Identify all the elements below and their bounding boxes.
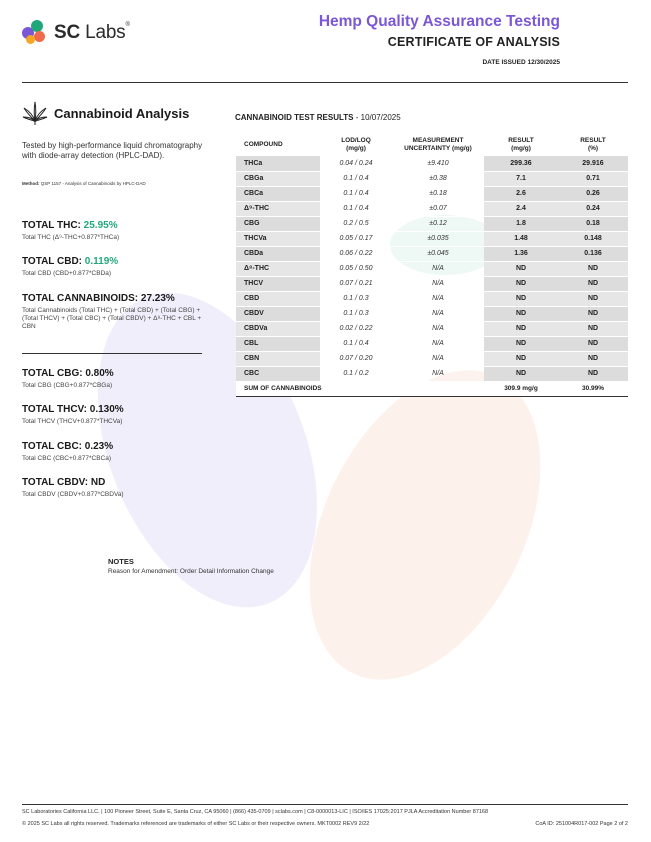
result-pct-cell: ND	[558, 276, 628, 291]
uncertainty-cell: N/A	[392, 291, 484, 306]
section-header	[22, 100, 189, 126]
page-title: Hemp Quality Assurance Testing	[318, 13, 560, 30]
result-mg-cell: ND	[484, 366, 558, 381]
total-thc: TOTAL THC: 25.95% Total THC (Δ⁹-THC+0.877*THCa)	[22, 220, 120, 241]
table-row	[236, 201, 628, 216]
table-row	[236, 366, 628, 381]
result-pct-cell: ND	[558, 321, 628, 336]
notes-text: Reason for Amendment: Order Detail Information Change	[108, 568, 274, 575]
result-pct-cell: ND	[558, 291, 628, 306]
footer-line-2	[22, 821, 628, 827]
result-mg-cell: ND	[484, 276, 558, 291]
result-mg-cell: ND	[484, 306, 558, 321]
header-result-pct: RESULT (%)	[580, 137, 606, 152]
lod-loq-cell: 0.1 / 0.4	[320, 186, 392, 201]
total-cbdv: TOTAL CBDV: ND Total CBDV (CBDV+0.877*CBDVa)	[22, 477, 124, 498]
section-title: Cannabinoid Analysis	[54, 105, 190, 121]
uncertainty-cell: N/A	[392, 321, 484, 336]
lod-loq-cell: 0.07 / 0.20	[320, 351, 392, 366]
compound-cell: CBD	[236, 291, 320, 306]
footer-copyright: © 2025 SC Labs all rights reserved. Trademarks referenced are trademarks of either SC Labs or their respective owners. MKT0002 REV9 2/22	[22, 821, 370, 827]
header-titles	[319, 13, 560, 49]
footer-coa-id: CoA ID: 251004R017-002 Page 2 of 2	[535, 821, 628, 827]
result-mg-cell: 2.6	[484, 186, 558, 201]
table-row	[236, 186, 628, 201]
lod-loq-cell: 0.1 / 0.4	[320, 336, 392, 351]
uncertainty-cell: N/A	[392, 351, 484, 366]
uncertainty-cell: ±0.18	[392, 186, 484, 201]
result-pct-cell: ND	[558, 306, 628, 321]
method-description: Tested by high-performance liquid chromatography with diode-array detection (HPLC-DAD).	[22, 141, 203, 160]
results-header-row	[236, 134, 628, 156]
sum-mg: 309.9 mg/g	[484, 381, 558, 396]
left-divider	[22, 353, 202, 354]
uncertainty-cell: ±0.38	[392, 171, 484, 186]
lod-loq-cell: 0.2 / 0.5	[320, 216, 392, 231]
result-pct-cell: 0.71	[558, 171, 628, 186]
lod-loq-cell: 0.1 / 0.2	[320, 366, 392, 381]
table-row	[236, 336, 628, 351]
uncertainty-cell: ±0.12	[392, 216, 484, 231]
notes-title: NOTES	[108, 557, 134, 566]
lod-loq-cell: 0.06 / 0.22	[320, 246, 392, 261]
header-result-mg: RESULT (mg/g)	[508, 137, 534, 152]
results-title: CANNABINOID TEST RESULTS - 10/07/2025	[235, 113, 401, 122]
lod-loq-cell: 0.1 / 0.3	[320, 291, 392, 306]
compound-cell: THCa	[236, 156, 320, 171]
sum-label: SUM OF CANNABINOIDS	[236, 381, 484, 396]
lod-loq-cell: 0.04 / 0.24	[320, 156, 392, 171]
table-row	[236, 171, 628, 186]
total-cbg: TOTAL CBG: 0.80% Total CBG (CBG+0.877*CBGa)	[22, 368, 114, 389]
uncertainty-cell: N/A	[392, 336, 484, 351]
result-pct-cell: 0.24	[558, 201, 628, 216]
header-divider	[22, 82, 628, 83]
uncertainty-cell: ±0.045	[392, 246, 484, 261]
footer-address: SC Laboratories California LLC. | 100 Pioneer Street, Suite E, Santa Cruz, CA 95060 | (866) 435-0709 | sclabs.com | C8-0000013-LIC | ISO/IES 17025:2017 PJLA Accreditation Number 87168	[22, 809, 489, 815]
lod-loq-cell: 0.1 / 0.4	[320, 171, 392, 186]
table-row	[236, 276, 628, 291]
logo-wordmark: SC Labs®	[54, 22, 130, 43]
result-pct-cell: 0.148	[558, 231, 628, 246]
compound-cell: CBCa	[236, 186, 320, 201]
method-reference: Method: QSP 1157 - Analysis of Cannabinoids by HPLC-DAD	[22, 181, 146, 186]
result-pct-cell: ND	[558, 261, 628, 276]
compound-cell: CBL	[236, 336, 320, 351]
date-issued: DATE ISSUED 12/30/2025	[482, 59, 560, 66]
page-subtitle: CERTIFICATE OF ANALYSIS	[387, 35, 560, 49]
table-row	[236, 246, 628, 261]
compound-cell: CBDV	[236, 306, 320, 321]
header-lod-loq: LOD/LOQ (mg/g)	[341, 137, 371, 152]
uncertainty-cell: N/A	[392, 306, 484, 321]
result-pct-cell: 0.136	[558, 246, 628, 261]
header-compound: COMPOUND	[244, 141, 283, 148]
uncertainty-cell: ±0.035	[392, 231, 484, 246]
results-table	[236, 134, 628, 397]
compound-cell: CBC	[236, 366, 320, 381]
sc-labs-logo	[22, 20, 130, 46]
uncertainty-cell: N/A	[392, 366, 484, 381]
footer-line-1	[22, 809, 628, 815]
result-mg-cell: ND	[484, 336, 558, 351]
uncertainty-cell: ±0.07	[392, 201, 484, 216]
result-mg-cell: ND	[484, 261, 558, 276]
result-mg-cell: 7.1	[484, 171, 558, 186]
result-pct-cell: ND	[558, 351, 628, 366]
result-pct-cell: ND	[558, 336, 628, 351]
compound-cell: THCV	[236, 276, 320, 291]
total-cbc: TOTAL CBC: 0.23% Total CBC (CBC+0.877*CBCa)	[22, 441, 114, 462]
uncertainty-cell: N/A	[392, 276, 484, 291]
result-mg-cell: ND	[484, 351, 558, 366]
table-row	[236, 231, 628, 246]
table-row	[236, 306, 628, 321]
result-pct-cell: ND	[558, 366, 628, 381]
uncertainty-cell: ±9.410	[392, 156, 484, 171]
compound-cell: CBGa	[236, 171, 320, 186]
result-pct-cell: 29.916	[558, 156, 628, 171]
result-mg-cell: 2.4	[484, 201, 558, 216]
total-cbd: TOTAL CBD: 0.119% Total CBD (CBD+0.877*CBDa)	[22, 256, 119, 277]
uncertainty-cell: N/A	[392, 261, 484, 276]
table-row	[236, 291, 628, 306]
table-row	[236, 261, 628, 276]
result-pct-cell: 0.18	[558, 216, 628, 231]
result-pct-cell: 0.26	[558, 186, 628, 201]
cannabis-leaf-icon	[22, 100, 48, 126]
total-thcv: TOTAL THCV: 0.130% Total THCV (THCV+0.877*THCVa)	[22, 404, 124, 425]
compound-cell: CBDa	[236, 246, 320, 261]
table-row	[236, 216, 628, 231]
notes	[108, 557, 274, 575]
table-row	[236, 351, 628, 366]
sum-row	[236, 381, 628, 396]
compound-cell: CBN	[236, 351, 320, 366]
result-mg-cell: ND	[484, 291, 558, 306]
result-mg-cell: 1.48	[484, 231, 558, 246]
table-row	[236, 321, 628, 336]
result-mg-cell: 1.8	[484, 216, 558, 231]
lod-loq-cell: 0.05 / 0.17	[320, 231, 392, 246]
result-mg-cell: ND	[484, 321, 558, 336]
sc-labs-logo-mark-icon	[22, 20, 48, 46]
footer-divider	[22, 804, 628, 805]
compound-cell: THCVa	[236, 231, 320, 246]
lod-loq-cell: 0.07 / 0.21	[320, 276, 392, 291]
table-row	[236, 156, 628, 171]
header-uncertainty: MEASUREMENT UNCERTAINTY (mg/g)	[404, 137, 472, 152]
compound-cell: CBDVa	[236, 321, 320, 336]
lod-loq-cell: 0.05 / 0.50	[320, 261, 392, 276]
result-mg-cell: 299.36	[484, 156, 558, 171]
lod-loq-cell: 0.1 / 0.4	[320, 201, 392, 216]
compound-cell: Δ⁸-THC	[236, 261, 320, 276]
lod-loq-cell: 0.02 / 0.22	[320, 321, 392, 336]
total-cannabinoids: TOTAL CANNABINOIDS: 27.23% Total Cannabinoids (Total THC) + (Total CBD) + (Total CBG) + (Total THCV) + (Total CBC) + (Total CBDV) + Δ⁸-THC + CBL + CBN	[22, 293, 202, 330]
compound-cell: CBG	[236, 216, 320, 231]
sum-pct: 30.99%	[558, 381, 628, 396]
result-mg-cell: 1.36	[484, 246, 558, 261]
compound-cell: Δ⁹-THC	[236, 201, 320, 216]
lod-loq-cell: 0.1 / 0.3	[320, 306, 392, 321]
